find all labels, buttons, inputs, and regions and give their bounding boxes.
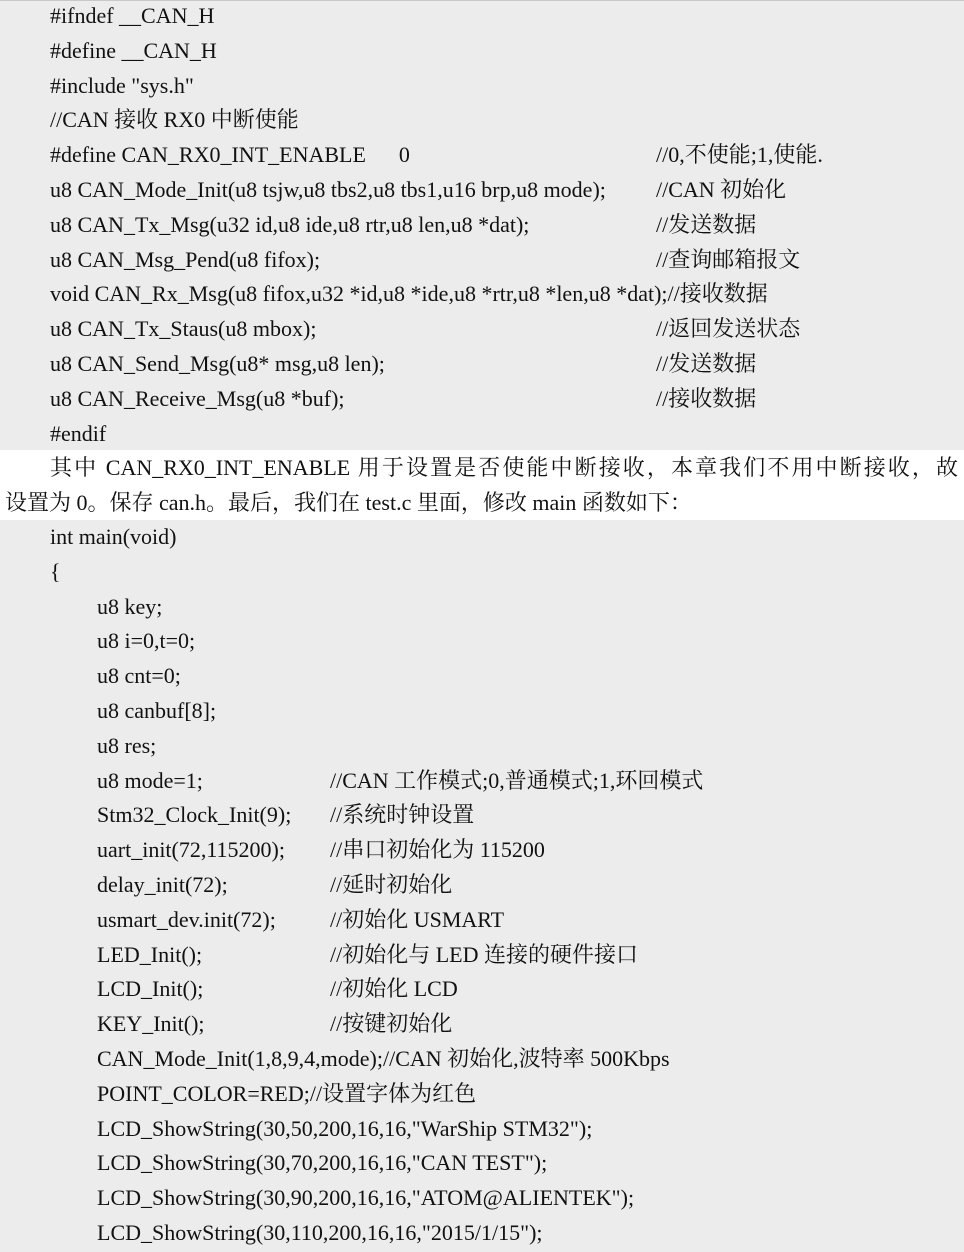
code-comment: //查询邮箱报文 [656, 246, 801, 272]
code-line: delay_init(72); [97, 872, 228, 897]
code-line: u8 CAN_Tx_Staus(u8 mbox); [50, 316, 317, 342]
code-comment: //初始化与 LED 连接的硬件接口 [330, 941, 638, 967]
code-comment: //接收数据 [656, 385, 757, 411]
prose-paragraph [0, 450, 964, 520]
code-line: LCD_ShowString(30,70,200,16,16,"CAN TEST"); [97, 1150, 548, 1176]
code-line: usmart_dev.init(72); [97, 906, 276, 932]
code-line: LCD_ShowString(30,110,200,16,16,"2015/1/15"); [97, 1220, 543, 1245]
code-line: LCD_ShowString(30,50,200,16,16,"WarShip STM32"); [97, 1115, 593, 1141]
code-comment: //系统时钟设置 [330, 802, 475, 828]
code-comment: //CAN 初始化 [656, 177, 787, 202]
code-line: Stm32_Clock_Init(9); [97, 802, 292, 828]
main-code-block [0, 520, 964, 1252]
code-line: LCD_ShowString(30,90,200,16,16,"ATOM@ALIENTEK"); [97, 1185, 635, 1211]
code-comment: //发送数据 [656, 351, 757, 376]
code-comment: //按键初始化 [330, 1011, 453, 1037]
code-line: LED_Init(); [97, 941, 203, 967]
code-comment: //串口初始化为 115200 [330, 837, 545, 863]
code-line: int main(void) [50, 524, 177, 549]
code-line: #define CAN_RX0_INT_ENABLE 0 [50, 142, 410, 168]
code-line: void CAN_Rx_Msg(u8 fifox,u32 *id,u8 *ide,u8 *rtr,u8 *len,u8 *dat);//接收数据 [50, 281, 768, 307]
prose-line-2: 设置为 0。保存 can.h。最后，我们在 test.c 里面，修改 main 函数如下： [5, 490, 692, 515]
code-line: LCD_Init(); [97, 976, 204, 1002]
code-line: u8 CAN_Msg_Pend(u8 fifox); [50, 246, 321, 272]
code-comment: //CAN 工作模式;0,普通模式;1,环回模式 [330, 767, 704, 793]
code-line: #define __CAN_H [50, 37, 217, 63]
code-line: u8 res; [97, 732, 157, 758]
code-comment: //0,不使能;1,使能. [656, 142, 823, 168]
code-line: #include "sys.h" [50, 72, 194, 98]
code-line: u8 CAN_Send_Msg(u8* msg,u8 len); [50, 351, 385, 376]
code-comment: //初始化 LCD [330, 976, 458, 1002]
code-line: u8 canbuf[8]; [97, 698, 217, 723]
code-line: CAN_Mode_Init(1,8,9,4,mode);//CAN 初始化,波特率 500Kbps [97, 1046, 670, 1071]
code-line: u8 CAN_Tx_Msg(u32 id,u8 ide,u8 rtr,u8 len,u8 *dat); [50, 211, 530, 237]
code-line: #ifndef __CAN_H [50, 3, 215, 28]
code-line: //CAN 接收 RX0 中断使能 [50, 107, 299, 133]
code-line: u8 key; [97, 593, 163, 619]
code-line: POINT_COLOR=RED;//设置字体为红色 [97, 1080, 477, 1106]
code-line: { [50, 558, 61, 584]
code-comment: //初始化 USMART [330, 906, 505, 932]
code-line: u8 CAN_Receive_Msg(u8 *buf); [50, 385, 345, 411]
prose-line-1: 其中 CAN_RX0_INT_ENABLE 用于设置是否使能中断接收，本章我们不用中断接收，故 [50, 455, 958, 480]
code-comment: //返回发送状态 [656, 316, 801, 342]
code-line: u8 mode=1; [97, 767, 203, 793]
code-line: uart_init(72,115200); [97, 837, 285, 863]
header-code-block [0, 0, 964, 451]
code-line: u8 cnt=0; [97, 663, 181, 689]
code-line: KEY_Init(); [97, 1011, 205, 1037]
code-line: u8 CAN_Mode_Init(u8 tsjw,u8 tbs2,u8 tbs1,u16 brp,u8 mode); [50, 177, 606, 202]
code-line: #endif [50, 420, 107, 446]
code-comment: //延时初始化 [330, 872, 453, 897]
code-line: u8 i=0,t=0; [97, 628, 196, 654]
code-comment: //发送数据 [656, 211, 757, 237]
